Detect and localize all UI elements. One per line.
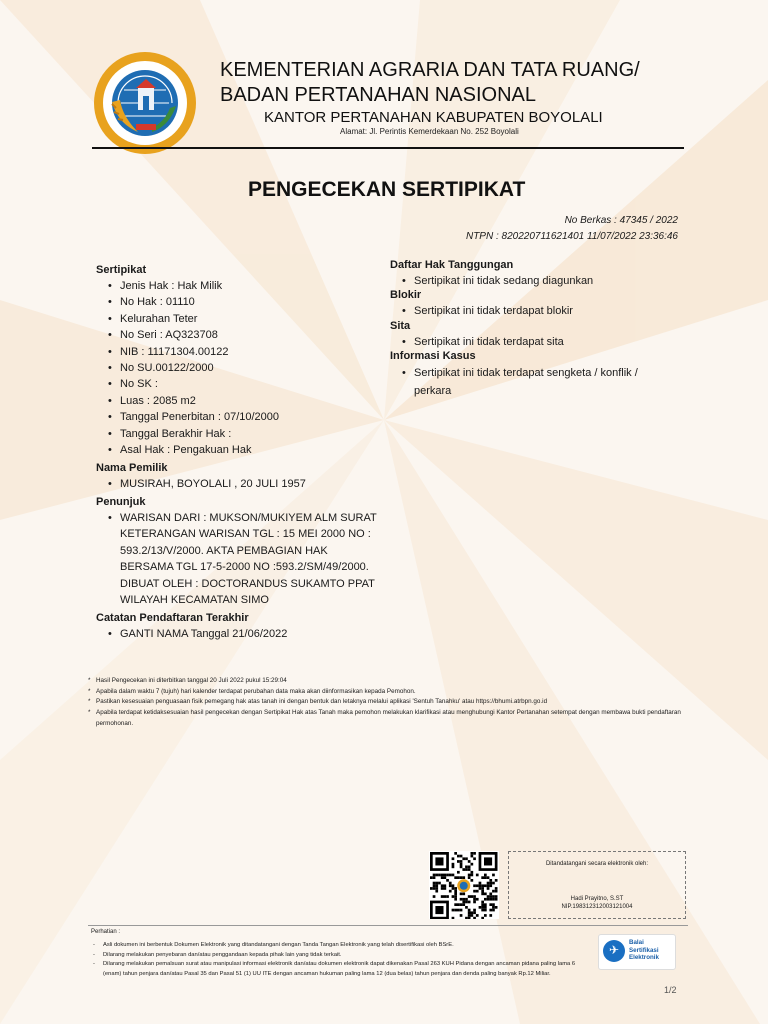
list-item: • Jenis Hak : Hak Milik (96, 278, 386, 294)
list-item: • Luas : 2085 m2 (96, 393, 386, 409)
bpn-emblem-icon (92, 50, 198, 156)
catatan-list (96, 626, 386, 642)
list-item: • Sertipikat ini tidak sedang diagunkan (390, 273, 680, 289)
document-title: PENGECEKAN SERTIPIKAT (248, 178, 526, 201)
signature-box (508, 851, 686, 919)
signature-caption: Ditandatangani secara elektronik oleh: (545, 861, 649, 867)
list-item: • GANTI NAMA Tanggal 21/06/2022 (96, 626, 386, 642)
note-item: * Pastikan kesesuaian penguasaan fisik pemegang hak atas tanah ini dengan bentuk dan letaknya melalui aplikasi 'Sentuh Tanahku' atau https://bhumi.atrbpn.go.id (88, 698, 548, 706)
section-sita-heading: Sita (390, 319, 411, 332)
section-blokir-heading: Blokir (390, 289, 422, 302)
footer-heading: Perhatian : (91, 929, 121, 935)
list-item: • No SU.00122/2000 (96, 360, 386, 376)
footer-item: - Asli dokumen ini berbentuk Dokumen Elektronik yang ditandatangani dengan Tanda Tangan Elektronik yang telah disertifikasi oleh BSrE. (93, 942, 454, 948)
pemilik-list (96, 476, 386, 492)
list-item: • MUSIRAH, BOYOLALI , 20 JULI 1957 (96, 476, 386, 492)
no-berkas: No Berkas : 47345 / 2022 (564, 215, 678, 226)
qr-code-icon (429, 851, 499, 919)
blokir-list (390, 303, 680, 319)
tanggungan-list (390, 273, 680, 289)
header-divider (92, 147, 684, 149)
left-column (96, 264, 386, 643)
signer-nip: NIP.198312312003121004 (561, 904, 633, 910)
footer-list (91, 941, 591, 979)
sertipikat-list (96, 278, 386, 458)
list-item: • Sertipikat ini tidak terdapat blokir (390, 303, 680, 319)
note-item: * Hasil Pengecekan ini diterbitkan tanggal 20 Juli 2022 pukul 15:29:04 (88, 677, 287, 684)
bsre-line-3: Elektronik (629, 954, 659, 962)
ministry-line-1: KEMENTERIAN AGRARIA DAN TATA RUANG/ (220, 59, 640, 81)
office-name: KANTOR PERTANAHAN KABUPATEN BOYOLALI (264, 109, 603, 126)
note-text: Apabila dalam waktu 7 (tujuh) hari kalender terdapat perubahan data maka akan diinformasikan kepada Pemohon. (96, 687, 416, 695)
list-item: • Tanggal Penerbitan : 07/10/2000 (96, 409, 386, 425)
right-column (390, 259, 680, 400)
bsre-line-1: Balai (629, 939, 644, 946)
bsre-badge (598, 934, 676, 970)
section-pemilik-heading: Nama Pemilik (96, 462, 168, 475)
list-item: • Asal Hak : Pengakuan Hak (96, 442, 386, 458)
bsre-logo-icon: ✈ (603, 940, 625, 962)
list-item: • No Seri : AQ323708 (96, 327, 386, 343)
page-number: 1/2 (664, 985, 677, 995)
list-item: • NIB : 11171304.00122 (96, 344, 386, 360)
list-item: • Kelurahan Teter (96, 311, 386, 327)
footer-item: - Dilarang melakukan pemalsuan surat atau manipulasi informasi elektronik dan/atau dokumen elektronik dapat dikenakan Pasal 263 KUH Pidana dengan ancaman pidana paling lama 6 (enam) tahun penjara dan/atau Pasal 35 dan Pasal 51 (1) UU ITE dengan ancaman hukuman paling lama 12 (dua belas) tahun penjara dan denda paling banyak Rp.12 Miliar. (93, 961, 576, 977)
bsre-label (629, 939, 659, 962)
bpn-logo (92, 50, 198, 156)
section-penunjuk-heading: Penunjuk (96, 495, 146, 508)
notes (88, 676, 688, 730)
note-item: * Apabila terdapat ketidaksesuaian hasil pengecekan dengan Sertipikat Hak atas Tanah maka pemohon melakukan klarifikasi atau menghubungi Kantor Pertanahan setempat dengan membawa bukti pendaftaran permohonan. (88, 709, 681, 727)
section-kasus-heading: Informasi Kasus (390, 350, 476, 363)
list-item: • Tanggal Berakhir Hak : (96, 426, 386, 442)
bsre-line-2: Sertifikasi (629, 946, 659, 954)
penunjuk-list (96, 510, 386, 608)
note-text: Pastikan kesesuaian penguasaan fisik pemegang hak atas tanah ini dengan bentuk dan letaknya melalui aplikasi 'Sentuh Tanahku' atau https://bhumi.atrbpn.go.id (96, 698, 548, 706)
ministry-line-2: BADAN PERTANAHAN NASIONAL (220, 84, 537, 106)
section-tanggungan-heading: Daftar Hak Tanggungan (390, 259, 514, 271)
office-address: Alamat: Jl. Perintis Kemerdekaan No. 252 Boyolali (340, 127, 519, 136)
footer-item: - Dilarang melakukan penyebaran dan/atau penggandaan kepada pihak lain yang tidak terkait. (93, 951, 342, 958)
note-text: Hasil Pengecekan ini diterbitkan tanggal 20 Juli 2022 pukul 15:29:04 (96, 677, 287, 684)
document-reference (466, 213, 678, 245)
ministry-name (220, 58, 700, 108)
section-catatan-heading: Catatan Pendaftaran Terakhir (96, 612, 249, 625)
kasus-list (390, 364, 680, 400)
list-item: • Sertipikat ini tidak terdapat sengketa / konflik / perkara (390, 364, 664, 400)
qr-code (429, 851, 499, 919)
list-item: • WARISAN DARI : MUKSON/MUKIYEM ALM SURAT KETERANGAN WARISAN TGL : 15 MEI 2000 NO : 593.2/13/V/2000. AKTA PEMBAGIAN HAK BERSAMA TGL 17-5-2000 NO :593.2/SM/49/2000. DIBUAT OLEH : DOCTORANDUS SUKAMTO PPAT WILAYAH KECAMATAN SIMO (96, 510, 382, 608)
footer-text: Asli dokumen ini berbentuk Dokumen Elektronik yang ditandatangani dengan Tanda Tangan Elektronik yang telah disertifikasi oleh BSrE. (103, 942, 454, 948)
signer-name: Hadi Prayitno, S.ST (570, 896, 624, 902)
footer-text: Dilarang melakukan penyebaran dan/atau penggandaan kepada pihak lain yang tidak terkait. (103, 951, 342, 958)
signer (509, 895, 685, 911)
footer-text: Dilarang melakukan pemalsuan surat atau manipulasi informasi elektronik dan/atau dokumen elektronik dapat dikenakan Pasal 263 KUH Pidana dengan ancaman pidana paling lama 6 (enam) tahun penjara dan/atau Pasal 35 dan Pasal 51 (1) UU ITE dengan ancaman hukuman paling lama 12 (dua belas) tahun penjara dan denda paling banyak Rp.12 Miliar. (103, 961, 576, 977)
note-text: Apabila terdapat ketidaksesuaian hasil pengecekan dengan Sertipikat Hak atas Tanah maka pemohon melakukan klarifikasi atau menghubungi Kantor Pertanahan setempat dengan membawa bukti pendaftaran permohonan. (96, 709, 681, 727)
list-item: • No SK : (96, 376, 386, 392)
list-item: • No Hak : 01110 (96, 294, 386, 310)
section-sertipikat-heading: Sertipikat (96, 264, 147, 276)
list-item: • Sertipikat ini tidak terdapat sita (390, 334, 680, 350)
ntpn: NTPN : 820220711621401 11/07/2022 23:36:46 (465, 231, 678, 242)
sita-list (390, 334, 680, 350)
note-item: * Apabila dalam waktu 7 (tujuh) hari kalender terdapat perubahan data maka akan diinformasikan kepada Pemohon. (88, 687, 416, 695)
